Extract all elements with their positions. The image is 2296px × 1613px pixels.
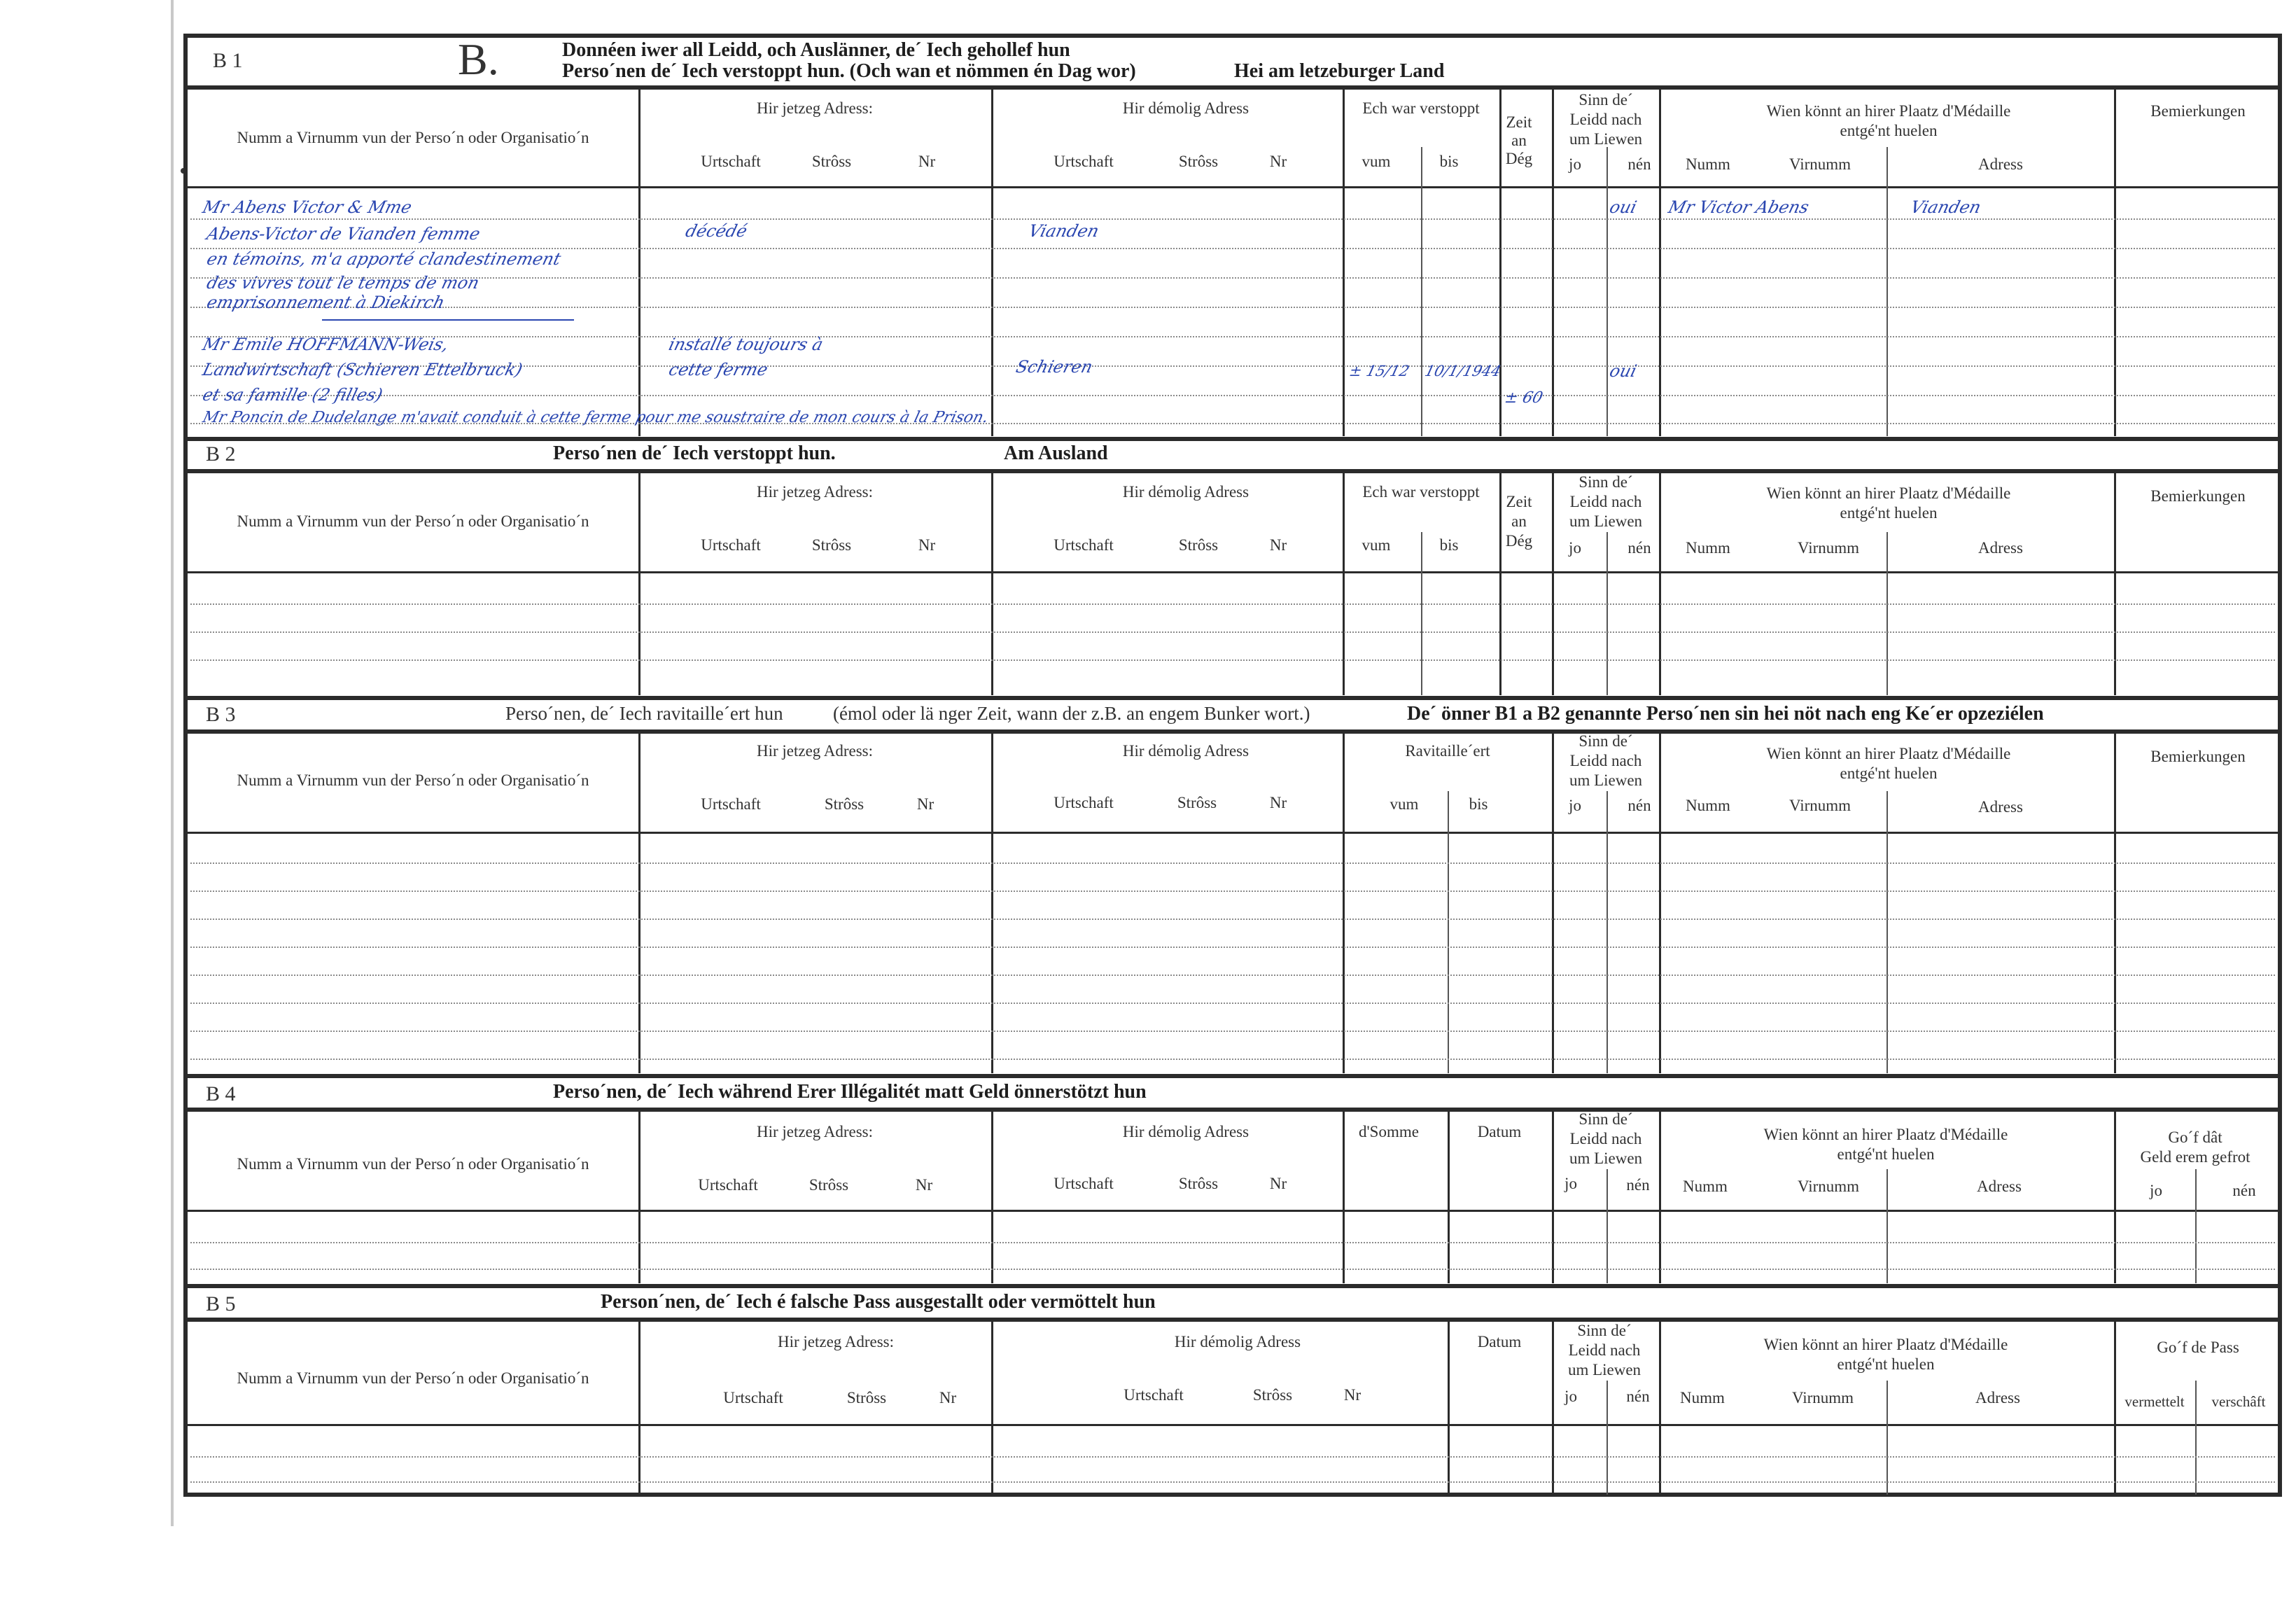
b5-subheader-rule	[188, 1424, 2278, 1426]
b2-col-line	[638, 471, 640, 695]
b2-to: bis	[1439, 536, 1459, 554]
b3-dotted-row	[190, 947, 2275, 948]
b4-code: B 4	[206, 1082, 236, 1105]
b4-dotted-row	[190, 1269, 2275, 1270]
b1-sub-line	[1606, 147, 1608, 436]
b1-nr: Nr	[918, 153, 936, 170]
b3-former-nr: Nr	[1269, 794, 1287, 811]
b2-zeit1: Zeit	[1506, 493, 1532, 510]
b4-top-rule	[188, 1074, 2278, 1078]
b2-dotted-row	[190, 603, 2275, 605]
hw-entry2-from: ± 15/12	[1348, 363, 1411, 379]
b2-nr: Nr	[918, 536, 936, 554]
b1-sub-line	[1421, 147, 1422, 436]
b2-no: nén	[1628, 539, 1651, 557]
b2-sub-line	[1421, 532, 1422, 695]
b1-town: Urtschaft	[701, 153, 761, 170]
b5-alive2: Leidd nach	[1568, 1341, 1641, 1359]
b4-sub-line	[2195, 1169, 2197, 1283]
b1-yes: jo	[1569, 155, 1581, 173]
b3-col-line	[638, 732, 640, 1073]
b5-town: Urtschaft	[723, 1389, 783, 1406]
b3-dotted-row	[190, 975, 2275, 976]
form-header-line2b: Hei am letzeburger Land	[1234, 60, 1445, 82]
b2-numm: Numm	[1686, 539, 1730, 557]
hw-entry2-current2: cette ferme	[666, 360, 770, 379]
b1-zeit3: Dég	[1505, 150, 1533, 167]
b1-former-town: Urtschaft	[1054, 153, 1114, 170]
b3-numm: Numm	[1686, 797, 1730, 814]
b4-medal2: entgé'nt huelen	[1837, 1145, 1935, 1163]
hw-entry1-line2: Abens-Victor de Vianden femme	[204, 224, 482, 244]
b4-medal1: Wien könnt an hirer Plaatz d'Médaille	[1763, 1126, 2008, 1143]
b5-col-line	[1448, 1320, 1450, 1495]
b2-top-rule	[188, 437, 2278, 441]
b2-medal1: Wien könnt an hirer Plaatz d'Médaille	[1766, 484, 2011, 502]
b5-alive3: um Liewen	[1567, 1361, 1642, 1378]
b3-former-street: Strôss	[1177, 794, 1217, 811]
hw-separator	[322, 319, 574, 321]
form-header-line1: Donnéen iwer all Leidd, och Auslänner, de´ Iech gehollef hun	[562, 39, 1070, 61]
hw-entry2-to: 10/1/1944	[1423, 363, 1503, 379]
b3-dotted-row	[190, 891, 2275, 892]
b4-col-line	[1552, 1110, 1554, 1283]
hw-entry1-line4: des vivres tout le temps de mon	[204, 273, 482, 293]
b1-former-nr: Nr	[1269, 153, 1287, 170]
b2-col-line	[1552, 471, 1554, 695]
b4-money-given2: Geld erem gefrot	[2140, 1148, 2250, 1166]
b2-from: vum	[1362, 536, 1391, 554]
b3-subheader-rule	[188, 832, 2278, 834]
hw-entry2-no: oui	[1607, 361, 1639, 381]
b4-money-given1: Go´f dât	[2168, 1129, 2222, 1146]
b1-zeit1: Zeit	[1506, 113, 1532, 131]
b5-alive1: Sinn de´	[1577, 1322, 1632, 1339]
hw-entry2-current: installé toujours à	[666, 335, 825, 354]
b5-col-line	[1552, 1320, 1554, 1495]
b3-col-line	[1552, 732, 1554, 1073]
b3-medal1: Wien könnt an hirer Plaatz d'Médaille	[1766, 745, 2011, 762]
b1-former-addr: Hir démolig Adress	[1122, 99, 1250, 117]
b1-to: bis	[1439, 153, 1459, 170]
hw-entry1-current: décédé	[683, 221, 750, 241]
hw-entry2-days: ± 60	[1502, 389, 1545, 407]
b2-medal2: entgé'nt huelen	[1840, 504, 1938, 522]
b5-pass-given: Go´f de Pass	[2157, 1339, 2239, 1356]
b2-former-nr: Nr	[1269, 536, 1287, 554]
hw-entry1-medal-name: Mr Victor Abens	[1666, 197, 1812, 217]
b5-sub-line	[1606, 1381, 1608, 1495]
b1-virnumm: Virnumm	[1788, 155, 1851, 173]
b1-former-street: Strôss	[1178, 153, 1219, 170]
b2-former-street: Strôss	[1178, 536, 1219, 554]
b1-col-line	[1343, 88, 1345, 436]
b2-col-line	[991, 471, 993, 695]
b4-no: nén	[1626, 1176, 1650, 1194]
b2-col-line	[1659, 471, 1661, 695]
b2-virnumm: Virnumm	[1797, 539, 1860, 557]
b3-current-addr: Hir jetzeg Adress:	[756, 742, 874, 760]
b1-col-line	[991, 88, 993, 436]
b5-virnumm: Virnumm	[1791, 1389, 1854, 1406]
b5-medal2: entgé'nt huelen	[1837, 1355, 1935, 1373]
b1-dotted-row	[190, 277, 2275, 279]
b3-header-rule	[188, 729, 2278, 734]
b5-title: Person´nen, de´ Iech é falsche Pass ausgestallt oder vermöttelt hun	[601, 1291, 1156, 1313]
b3-nr: Nr	[916, 795, 934, 813]
b4-alive1: Sinn de´	[1578, 1110, 1633, 1128]
b4-adress: Adress	[1977, 1178, 2022, 1195]
b4-title: Perso´nen, de´ Iech während Erer Illégalitét matt Geld önnerstötzt hun	[553, 1081, 1147, 1103]
b1-from: vum	[1362, 153, 1391, 170]
b1-col-line	[1499, 88, 1502, 436]
b3-name-col: Numm a Virnumm vun der Perso´n oder Organisatio´n	[237, 771, 589, 789]
b5-former-street: Strôss	[1252, 1386, 1293, 1404]
b3-yes: jo	[1569, 797, 1581, 814]
b5-adress: Adress	[1975, 1389, 2020, 1406]
b2-remarks: Bemierkungen	[2150, 487, 2246, 505]
b5-current-addr: Hir jetzeg Adress:	[777, 1333, 895, 1350]
b3-dotted-row	[190, 1059, 2275, 1060]
b1-no: nén	[1628, 155, 1651, 173]
b5-mediated: vermettelt	[2124, 1393, 2185, 1410]
b3-town: Urtschaft	[701, 795, 761, 813]
b5-name-col: Numm a Virnumm vun der Perso´n oder Organisatio´n	[237, 1369, 589, 1387]
b5-sold: verschâft	[2211, 1393, 2266, 1410]
b4-col-line	[638, 1110, 640, 1283]
b1-header-rule	[188, 85, 2278, 90]
b3-remarks: Bemierkungen	[2150, 748, 2246, 765]
b2-alive3: um Liewen	[1569, 512, 1643, 530]
b4-street: Strôss	[808, 1176, 849, 1194]
paper-fold	[171, 0, 174, 1526]
b4-former-nr: Nr	[1269, 1175, 1287, 1192]
b3-dotted-row	[190, 919, 2275, 920]
b2-hidden: Ech war verstoppt	[1362, 483, 1480, 501]
b4-sub-line	[1606, 1169, 1608, 1283]
b3-title: Perso´nen, de´ Iech ravitaille´ert hun	[505, 703, 783, 724]
b5-col-line	[2114, 1320, 2116, 1495]
b4-col-line	[1659, 1110, 1661, 1283]
hw-entry1-medal-addr: Vianden	[1908, 197, 1983, 217]
b2-former-addr: Hir démolig Adress	[1122, 483, 1250, 501]
b5-former-nr: Nr	[1343, 1386, 1362, 1404]
b2-title: Perso´nen de´ Iech verstoppt hun.	[553, 442, 836, 464]
b4-yes: jo	[1564, 1175, 1577, 1192]
b1-remarks: Bemierkungen	[2150, 102, 2246, 120]
b5-col-line	[991, 1320, 993, 1495]
b4-former-town: Urtschaft	[1054, 1175, 1114, 1192]
b3-from: vum	[1390, 795, 1419, 813]
b2-subheader-rule	[188, 571, 2278, 573]
b2-zeit2: an	[1511, 512, 1527, 530]
b1-col-line	[1552, 88, 1554, 436]
hw-entry2-line2: Landwirtschaft (Schieren Ettelbruck)	[200, 360, 525, 379]
b1-medal1: Wien könnt an hirer Plaatz d'Médaille	[1766, 102, 2011, 120]
b5-dotted-row	[190, 1456, 2275, 1458]
b3-former-town: Urtschaft	[1054, 794, 1114, 811]
b1-alive3: um Liewen	[1569, 130, 1643, 148]
b4-col-line	[2114, 1110, 2116, 1283]
b2-col-line	[2114, 471, 2116, 695]
hw-entry2-line3: et sa famille (2 filles)	[200, 385, 385, 405]
b4-date: Datum	[1477, 1123, 1522, 1140]
form-letter: B.	[458, 34, 499, 84]
form-header-line2: Perso´nen de´ Iech verstoppt hun. (Och wan et nömmen én Dag wor)	[562, 60, 1136, 82]
b5-numm: Numm	[1680, 1389, 1725, 1406]
b1-dotted-row	[190, 395, 2275, 396]
b1-medal2: entgé'nt huelen	[1840, 122, 1938, 139]
b1-hidden: Ech war verstoppt	[1362, 99, 1480, 117]
b1-subheader-rule	[188, 186, 2278, 188]
b1-code: B 1	[213, 49, 243, 72]
b3-dotted-row	[190, 1031, 2275, 1032]
hw-entry1-line3: en témoins, m'a apporté clandestinement	[204, 249, 564, 269]
b2-title-b: Am Ausland	[1004, 442, 1108, 464]
b5-top-rule	[188, 1284, 2278, 1288]
b2-sub-line	[1606, 532, 1608, 695]
b3-virnumm: Virnumm	[1788, 797, 1851, 814]
b1-sub-line	[1886, 147, 1888, 436]
b1-dotted-row	[190, 307, 2275, 308]
b5-col-line	[638, 1320, 640, 1495]
b2-dotted-row	[190, 659, 2275, 661]
b1-adress: Adress	[1978, 155, 2023, 173]
b3-provisioned: Ravitaille´ert	[1405, 742, 1490, 760]
b4-dotted-row	[190, 1242, 2275, 1243]
b3-adress: Adress	[1978, 798, 2023, 816]
b3-alive3: um Liewen	[1569, 771, 1643, 789]
b3-medal2: entgé'nt huelen	[1840, 764, 1938, 782]
b1-dotted-row	[190, 218, 2275, 220]
b3-no: nén	[1628, 797, 1651, 814]
b3-col-line	[1343, 732, 1345, 1073]
b3-col-line	[1659, 732, 1661, 1073]
b3-title-paren: (émol oder lä nger Zeit, wann der z.B. an engem Bunker wort.)	[833, 703, 1310, 724]
b4-alive3: um Liewen	[1569, 1150, 1643, 1167]
b4-col-line	[1448, 1110, 1450, 1283]
b2-sub-line	[1886, 532, 1888, 695]
b5-col-line	[1659, 1320, 1661, 1495]
b5-sub-line	[1886, 1381, 1888, 1495]
b4-subheader-rule	[188, 1210, 2278, 1212]
b2-zeit3: Dég	[1505, 532, 1533, 550]
b3-dotted-row	[190, 1003, 2275, 1004]
b3-code: B 3	[206, 703, 236, 726]
b5-former-addr: Hir démolig Adress	[1174, 1333, 1301, 1350]
b4-former-street: Strôss	[1178, 1175, 1219, 1192]
b2-adress: Adress	[1978, 539, 2023, 557]
b1-dotted-row	[190, 336, 2275, 337]
b4-virnumm: Virnumm	[1797, 1178, 1860, 1195]
b4-town: Urtschaft	[698, 1176, 758, 1194]
b1-numm: Numm	[1686, 155, 1730, 173]
b5-street: Strôss	[846, 1389, 887, 1406]
hw-entry2-line1: Mr Emile HOFFMANN-Weis,	[200, 335, 451, 354]
b3-col-line	[991, 732, 993, 1073]
b4-name-col: Numm a Virnumm vun der Perso´n oder Organisatio´n	[237, 1155, 589, 1173]
hw-entry1-line5: emprisonnement à Diekirch	[204, 293, 447, 312]
b2-dotted-row	[190, 631, 2275, 633]
b5-yes: jo	[1564, 1388, 1577, 1405]
b2-street: Strôss	[811, 536, 852, 554]
b3-alive1: Sinn de´	[1578, 732, 1633, 750]
hw-entry1-no: oui	[1607, 197, 1639, 217]
b4-money-no: nén	[2232, 1182, 2256, 1199]
b4-sub-line	[1886, 1169, 1888, 1283]
hw-entry1-former: Vianden	[1026, 221, 1101, 241]
b1-alive1: Sinn de´	[1578, 91, 1633, 109]
b5-code: B 5	[206, 1292, 236, 1315]
b5-date: Datum	[1477, 1333, 1522, 1350]
b2-col-line	[1499, 471, 1502, 695]
b5-dotted-row	[190, 1481, 2275, 1483]
b1-name-col: Numm a Virnumm vun der Perso´n oder Organisatio´n	[237, 129, 589, 146]
b4-header-rule	[188, 1108, 2278, 1112]
b2-col-line	[1343, 471, 1345, 695]
b3-top-rule	[188, 696, 2278, 700]
b2-town: Urtschaft	[701, 536, 761, 554]
b2-name-col: Numm a Virnumm vun der Perso´n oder Organisatio´n	[237, 512, 589, 530]
b2-current-addr: Hir jetzeg Adress:	[756, 483, 874, 501]
b2-header-rule	[188, 469, 2278, 473]
b4-sum: d'Somme	[1359, 1123, 1419, 1140]
b5-sub-line	[2195, 1381, 2197, 1495]
b1-col-line	[1659, 88, 1661, 436]
b2-code: B 2	[206, 442, 236, 466]
b4-current-addr: Hir jetzeg Adress:	[756, 1123, 874, 1140]
b1-zeit2: an	[1511, 132, 1527, 149]
b5-former-town: Urtschaft	[1124, 1386, 1184, 1404]
b3-former-addr: Hir démolig Adress	[1122, 742, 1250, 760]
b3-title-b: De´ önner B1 a B2 genannte Perso´nen sin hei nöt nach eng Ke´er opzeziélen	[1407, 703, 2044, 725]
b5-medal1: Wien könnt an hirer Plaatz d'Médaille	[1763, 1336, 2008, 1353]
b4-col-line	[1343, 1110, 1345, 1283]
b4-money-yes: jo	[2150, 1182, 2162, 1199]
b1-col-line	[638, 88, 640, 436]
hw-entry2-former: Schieren	[1014, 357, 1095, 377]
b3-to: bis	[1469, 795, 1488, 813]
b2-former-town: Urtschaft	[1054, 536, 1114, 554]
b5-header-rule	[188, 1318, 2278, 1322]
b5-no: nén	[1626, 1388, 1650, 1405]
b1-alive2: Leidd nach	[1569, 111, 1642, 128]
b4-nr: Nr	[915, 1176, 933, 1194]
hw-entry2-note: Mr Poncin de Dudelange m'avait conduit à cette ferme pour me soustraire de mon cours à la Prison.	[200, 409, 990, 426]
b3-dotted-row	[190, 863, 2275, 864]
b1-current-addr: Hir jetzeg Adress:	[756, 99, 874, 117]
b1-col-line	[2114, 88, 2116, 436]
b3-col-line	[2114, 732, 2116, 1073]
b2-yes: jo	[1569, 539, 1581, 557]
hw-entry1-line1: Mr Abens Victor & Mme	[200, 197, 414, 217]
b4-alive2: Leidd nach	[1569, 1130, 1642, 1147]
b5-nr: Nr	[939, 1389, 957, 1406]
b4-col-line	[991, 1110, 993, 1283]
b2-alive2: Leidd nach	[1569, 493, 1642, 510]
b4-former-addr: Hir démolig Adress	[1122, 1123, 1250, 1140]
b3-alive2: Leidd nach	[1569, 752, 1642, 769]
b3-street: Strôss	[824, 795, 864, 813]
b4-numm: Numm	[1683, 1178, 1728, 1195]
b2-alive1: Sinn de´	[1578, 473, 1633, 491]
b1-street: Strôss	[811, 153, 852, 170]
